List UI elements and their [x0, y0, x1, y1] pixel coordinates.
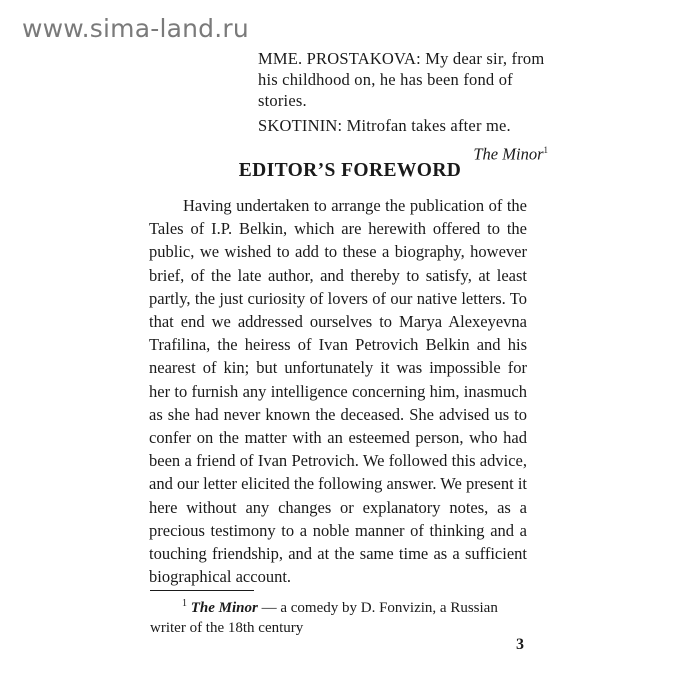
epigraph-line: SKOTININ: Mitrofan takes after me.: [258, 116, 511, 135]
watermark: www.sima-land.ru: [22, 14, 249, 43]
footnote-title: The Minor: [190, 600, 258, 616]
footnote-mark: 1: [182, 598, 187, 609]
footnote-reference: 1: [543, 145, 548, 155]
page-number: 3: [516, 636, 524, 653]
epigraph: [258, 48, 548, 169]
footnote: [150, 594, 528, 638]
page-title: EDITOR’S FOREWORD: [238, 160, 462, 181]
footnote-divider: [150, 590, 254, 591]
epigraph-line: MME. PROSTAKOVA: My dear sir, from his childhood on, he has been fond of stories.: [258, 49, 545, 110]
epigraph-source-title: The Minor: [473, 144, 544, 164]
body-paragraph: Having undertaken to arrange the publication of the Tales of I.P. Belkin, which are herewith offered to the public, we wished to add to these a biography, however brief, of the late author, and thereby to satisfy, at least partly, the just curiosity of lovers of our native letters. To that end we addressed ourselves to Marya Alexeyevna Trafilina, the heiress of Ivan Petrovich Belkin and his nearest of kin; but unfortunately it was impossible for her to furnish any intelligence concerning him, inasmuch as she had never known the deceased. She advised us to confer on the matter with an esteemed person, who had been a friend of Ivan Petrovich. We followed this advice, and our letter elicited the following answer. We present it here without any changes or explanatory notes, as a precious testimony to a noble manner of thinking and a touching friendship, and at the same time as a sufficient biographical account.: [149, 196, 527, 587]
footnote-text: — a comedy by D. Fonvizin, a Russian writer of the 18th century: [150, 600, 498, 636]
